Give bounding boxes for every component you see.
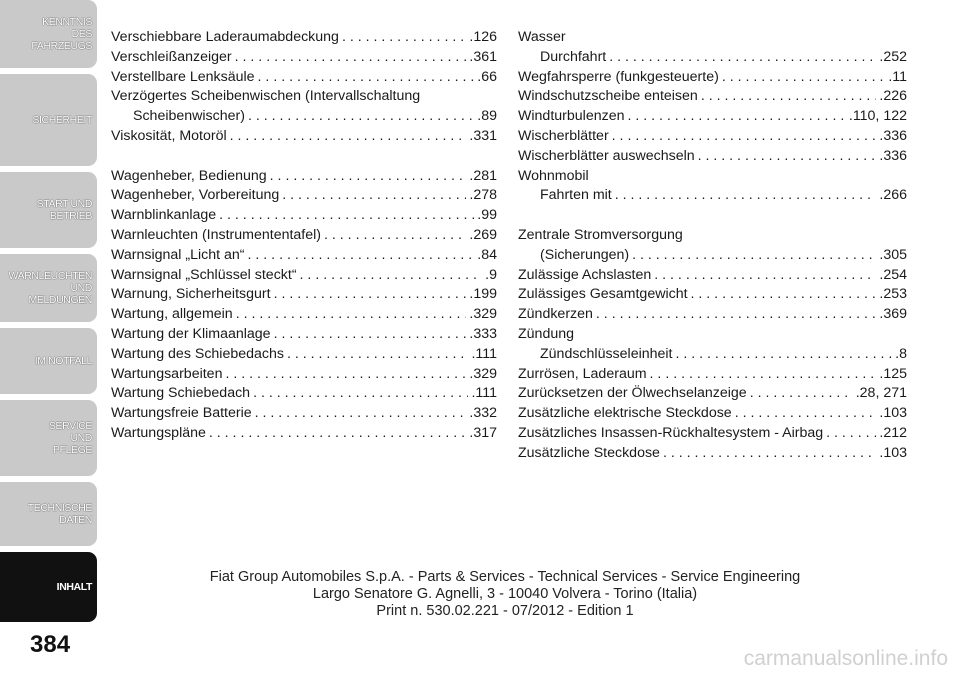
index-entry[interactable] xyxy=(518,186,907,206)
dot-leader xyxy=(324,226,466,246)
dot-leader xyxy=(650,365,877,385)
index-entry-page[interactable]: .212 xyxy=(879,424,907,441)
dot-leader xyxy=(236,305,467,325)
dot-leader xyxy=(225,365,466,385)
index-heading: Verzögertes Scheibenwischen (Intervallschaltung xyxy=(111,88,421,105)
index-entry[interactable] xyxy=(111,305,497,325)
index-entry[interactable] xyxy=(111,325,497,345)
index-entry-page[interactable]: .332 xyxy=(469,405,497,422)
index-spacer xyxy=(111,147,497,167)
tab-label-line: SERVICE xyxy=(48,420,92,432)
dot-leader xyxy=(235,48,467,68)
dot-leader xyxy=(701,87,877,107)
index-entry-page[interactable]: .103 xyxy=(879,405,907,422)
index-entry-term: Fahrten mit xyxy=(540,187,612,204)
index-entry[interactable] xyxy=(111,266,497,286)
footer-line: Fiat Group Automobiles S.p.A. - Parts & Services - Technical Services - Service Engineering xyxy=(209,569,801,585)
index-entry-term: Wischerblätter xyxy=(518,127,609,144)
page-number: 384 xyxy=(30,631,71,658)
publisher-footer xyxy=(110,569,900,620)
index-entry[interactable] xyxy=(518,424,907,444)
tab-inhalt[interactable] xyxy=(0,552,97,622)
index-entry-page[interactable]: .317 xyxy=(469,424,497,441)
tab-label-line: WARNLEUCHTEN xyxy=(8,270,92,282)
index-entry[interactable] xyxy=(518,365,907,385)
tab-start-und-betrieb[interactable] xyxy=(0,172,97,248)
index-entry-term: Durchfahrt xyxy=(540,48,607,65)
dot-leader xyxy=(274,325,467,345)
index-entry[interactable] xyxy=(111,404,497,424)
index-entry-term: Zulässige Achslasten xyxy=(518,266,652,283)
dot-leader xyxy=(300,266,483,286)
dot-leader xyxy=(826,424,876,444)
index-entry-page[interactable]: .226 xyxy=(879,88,907,105)
index-entry[interactable] xyxy=(518,305,907,325)
tab-im-notfall[interactable] xyxy=(0,328,97,394)
index-heading: Zentrale Stromversorgung xyxy=(518,226,683,243)
tab-technische-daten[interactable] xyxy=(0,482,97,546)
index-entry[interactable] xyxy=(518,107,907,127)
dot-leader xyxy=(735,404,877,424)
dot-leader xyxy=(615,186,877,206)
index-entry-term: Zusätzliche elektrische Steckdose xyxy=(518,405,732,422)
index-column-right xyxy=(518,28,907,464)
index-heading: Zündung xyxy=(518,325,575,342)
index-entry-term: Warnleuchten (Instrumententafel) xyxy=(111,226,322,243)
index-entry-page[interactable]: .254 xyxy=(879,266,907,283)
index-entry[interactable] xyxy=(111,226,497,246)
index-entry-page[interactable]: .269 xyxy=(469,226,497,243)
index-entry-term: Warnsignal „Schlüssel steckt“ xyxy=(111,266,297,283)
dot-leader xyxy=(609,48,876,68)
dot-leader xyxy=(230,127,467,147)
tab-sicherheit[interactable] xyxy=(0,74,97,166)
dot-leader xyxy=(722,68,886,88)
index-entry-term: Windturbulenzen xyxy=(518,108,625,125)
index-spacer xyxy=(518,206,907,226)
tab-warnleuchten-und-meldungen[interactable] xyxy=(0,254,97,322)
index-entry-term: Wartung der Klimaanlage xyxy=(111,325,271,342)
index-entry-term: Zurrösen, Laderaum xyxy=(518,365,647,382)
index-entry-term: Zusätzliche Steckdose xyxy=(518,444,660,461)
tab-label-line: PFLEGE xyxy=(52,444,92,456)
index-entry-page[interactable]: .11 xyxy=(888,68,907,85)
index-entry-page[interactable]: .278 xyxy=(469,187,497,204)
tab-label-line: DES xyxy=(71,28,92,40)
index-entry-term: (Sicherungen) xyxy=(540,246,630,263)
dot-leader xyxy=(342,28,466,48)
watermark: carmanualsonline.info xyxy=(743,647,948,670)
tab-label-line: MELDUNGEN xyxy=(28,294,92,306)
tab-service-und-pflege[interactable] xyxy=(0,400,97,476)
dot-leader xyxy=(612,127,877,147)
index-entry-page[interactable]: .329 xyxy=(469,365,497,382)
tab-label-line: KENNTNIS xyxy=(42,16,92,28)
index-entry-page[interactable]: .125 xyxy=(879,365,907,382)
index-entry-term: Zulässiges Gesamtgewicht xyxy=(518,286,688,303)
index-entry[interactable] xyxy=(518,246,907,266)
dot-leader xyxy=(255,404,467,424)
index-entry[interactable] xyxy=(111,246,497,266)
index-heading: Wohnmobil xyxy=(518,167,589,184)
index-entry-page[interactable]: .126 xyxy=(469,29,497,45)
dot-leader xyxy=(282,186,466,206)
index-entry-term: Warnblinkanlage xyxy=(111,207,217,224)
index-entry[interactable] xyxy=(518,87,907,107)
index-entry-term: Wartungsfreie Batterie xyxy=(111,405,252,422)
dot-leader xyxy=(698,147,877,167)
tab-label-line: BETRIEB xyxy=(49,210,92,222)
index-entry[interactable] xyxy=(518,266,907,286)
dot-leader xyxy=(258,68,475,88)
index-entry-term: Wagenheber, Vorbereitung xyxy=(111,187,280,204)
dot-leader xyxy=(676,345,893,365)
index-entry-page[interactable]: .336 xyxy=(879,147,907,164)
index-entry-page[interactable]: .28, 271 xyxy=(855,385,907,402)
index-entry-term: Wartung, allgemein xyxy=(111,306,233,323)
dot-leader xyxy=(274,285,467,305)
index-entry-term: Verstellbare Lenksäule xyxy=(111,68,255,85)
index-entry-page[interactable]: .89 xyxy=(477,108,497,125)
index-entry-term: Wischerblätter auswechseln xyxy=(518,147,695,164)
index-entry-term: Wartungsarbeiten xyxy=(111,365,223,382)
index-entry-page[interactable]: .111 xyxy=(471,385,497,402)
index-entry[interactable] xyxy=(518,48,907,68)
index-heading: Wasser xyxy=(518,29,566,45)
index-entry[interactable] xyxy=(111,48,497,68)
dot-leader xyxy=(663,444,876,464)
dot-leader xyxy=(654,266,876,286)
index-column-left xyxy=(111,28,497,444)
index-entry-term: Verschiebbare Laderaumabdeckung xyxy=(111,29,339,45)
tab-kenntnis-des-fahrzeugs[interactable] xyxy=(0,0,97,68)
dot-leader xyxy=(253,384,468,404)
dot-leader xyxy=(632,246,876,266)
index-entry-term: Zurücksetzen der Ölwechselanzeige xyxy=(518,385,747,402)
dot-leader xyxy=(287,345,469,365)
index-entry[interactable] xyxy=(111,127,497,147)
index-entry-term: Zusätzliches Insassen-Rückhaltesystem - Airbag xyxy=(518,424,824,441)
index-entry-page[interactable]: .99 xyxy=(477,207,497,224)
index-entry[interactable] xyxy=(518,127,907,147)
index-entry-page[interactable]: .103 xyxy=(879,444,907,461)
index-entry[interactable] xyxy=(518,68,907,88)
dot-leader xyxy=(248,107,474,127)
tab-label-line: SICHERHEIT xyxy=(32,114,92,126)
index-entry[interactable] xyxy=(111,68,497,88)
index-entry-term: Wagenheber, Bedienung xyxy=(111,167,267,184)
index-entry-page[interactable]: .66 xyxy=(477,68,497,85)
index-entry-page[interactable]: .266 xyxy=(879,187,907,204)
index-entry-page[interactable]: .111 xyxy=(471,345,497,362)
footer-line: Print n. 530.02.221 - 07/2012 - Edition 1 xyxy=(376,603,634,619)
index-entry-term: Wartungspläne xyxy=(111,424,206,441)
tab-label-line: UND xyxy=(70,282,92,294)
index-entry-page[interactable]: .84 xyxy=(477,246,497,263)
index-entry[interactable] xyxy=(518,384,907,404)
index-entry-page[interactable]: .336 xyxy=(879,127,907,144)
index-entry-page[interactable]: .369 xyxy=(879,306,907,323)
index-entry-term: Verschleißanzeiger xyxy=(111,48,232,65)
index-entry[interactable] xyxy=(518,285,907,305)
tab-label-line: DATEN xyxy=(59,514,92,526)
index-entry[interactable] xyxy=(518,444,907,464)
index-entry-term: Warnsignal „Licht an“ xyxy=(111,246,245,263)
dot-leader xyxy=(219,206,474,226)
tab-label-line: TECHNISCHE xyxy=(27,502,92,514)
index-entry-term: Zündkerzen xyxy=(518,306,593,323)
index-entry[interactable] xyxy=(111,345,497,365)
index-entry-term: Warnung, Sicherheitsgurt xyxy=(111,286,271,303)
index-entry[interactable] xyxy=(518,345,907,365)
index-entry[interactable] xyxy=(518,147,907,167)
index-entry-term: Scheibenwischer) xyxy=(133,108,245,125)
index-entry[interactable] xyxy=(111,424,497,444)
dot-leader xyxy=(270,167,467,187)
dot-leader xyxy=(596,305,876,325)
index-entry-page[interactable]: .252 xyxy=(879,48,907,65)
dot-leader xyxy=(248,246,475,266)
dot-leader xyxy=(209,424,466,444)
dot-leader xyxy=(750,384,853,404)
index-entry[interactable] xyxy=(111,167,497,187)
index-entry-term: Wartung des Schiebedachs xyxy=(111,345,284,362)
index-entry[interactable] xyxy=(111,186,497,206)
tab-label-line: START UND xyxy=(36,198,92,210)
index-entry[interactable] xyxy=(111,107,497,127)
index-entry[interactable] xyxy=(111,384,497,404)
index-entry[interactable] xyxy=(518,404,907,424)
index-entry-term: Viskosität, Motoröl xyxy=(111,127,227,144)
index-entry-page[interactable]: .9 xyxy=(485,266,497,283)
index-entry-term: Zündschlüsseleinheit xyxy=(540,345,673,362)
index-entry[interactable] xyxy=(111,28,497,48)
index-entry-term: Wegfahrsperre (funkgesteuerte) xyxy=(518,68,719,85)
index-entry[interactable] xyxy=(111,365,497,385)
index-entry-page[interactable]: .329 xyxy=(469,306,497,323)
index-entry-page[interactable]: .8 xyxy=(895,345,907,362)
tab-label-line: UND xyxy=(70,432,92,444)
dot-leader xyxy=(691,285,877,305)
tab-label-line: FAHRZEUGS xyxy=(31,40,92,52)
index-entry-page[interactable]: .253 xyxy=(879,286,907,303)
index-entry-page[interactable]: .361 xyxy=(469,48,497,65)
tab-label-line: IM NOTFALL xyxy=(34,355,92,367)
index-entry-page[interactable]: .331 xyxy=(469,127,497,144)
index-entry-page[interactable]: .281 xyxy=(469,167,497,184)
index-entry-term: Wartung Schiebedach xyxy=(111,385,251,402)
index-entry-page[interactable]: .110, 122 xyxy=(848,108,907,125)
index-entry[interactable] xyxy=(111,285,497,305)
dot-leader xyxy=(627,107,845,127)
index-entry-page[interactable]: .305 xyxy=(879,246,907,263)
index-entry-page[interactable]: .199 xyxy=(469,286,497,303)
footer-line: Largo Senatore G. Agnelli, 3 - 10040 Volvera - Torino (Italia) xyxy=(312,586,698,602)
index-entry-page[interactable]: .333 xyxy=(469,325,497,342)
tab-label-line: INHALT xyxy=(56,581,92,593)
index-entry[interactable] xyxy=(111,206,497,226)
index-entry-term: Windschutzscheibe enteisen xyxy=(518,88,698,105)
